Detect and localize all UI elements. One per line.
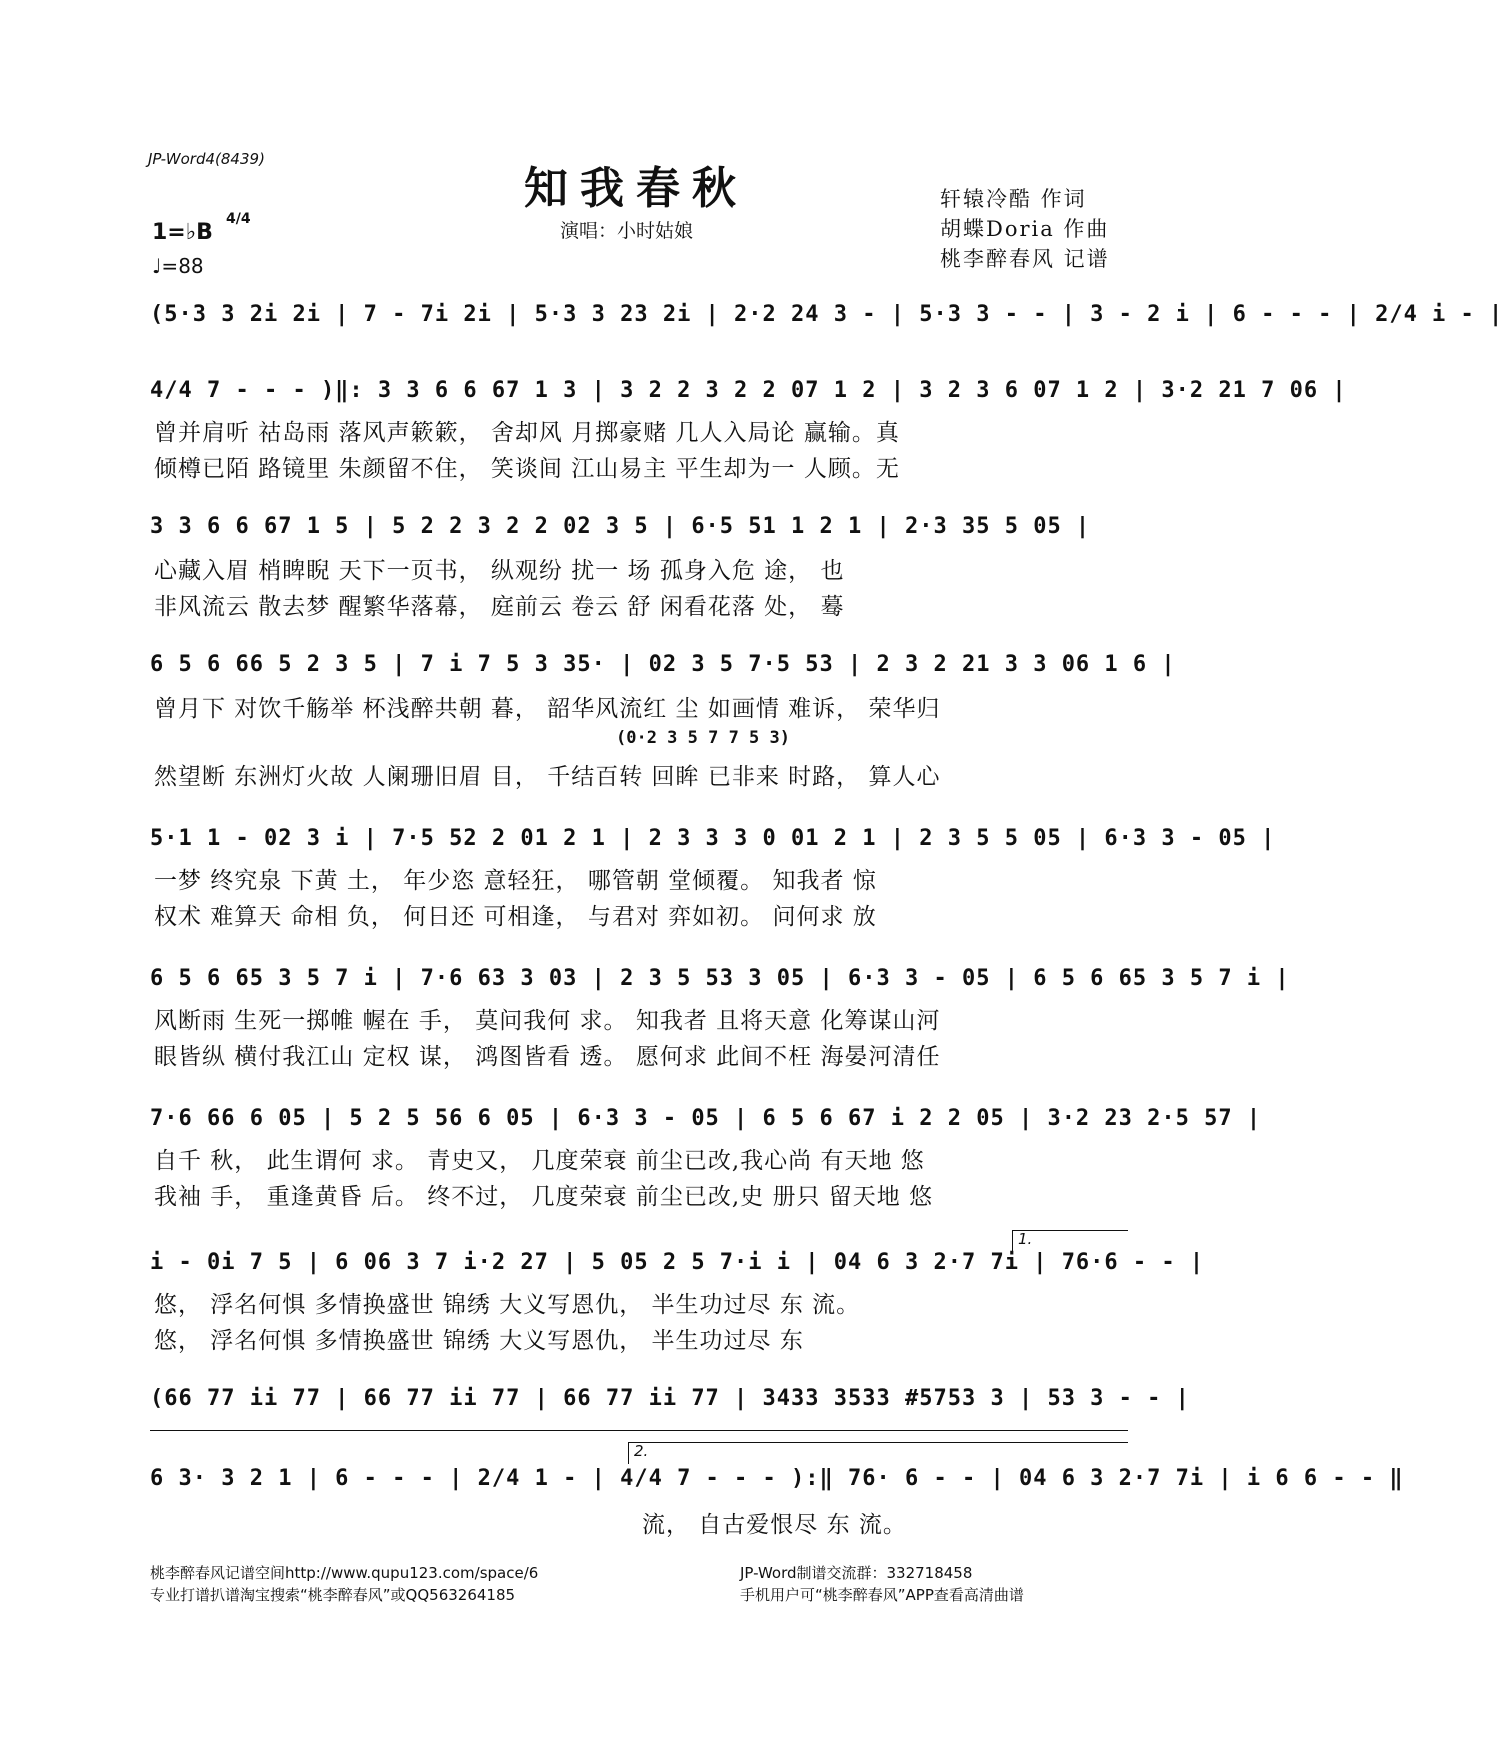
volta-label-1: 1. [1018,1230,1033,1248]
alternate-notation: (0·2 3 5 7 7 5 3) [616,728,790,748]
lyric-verse-1: 悠， 浮名何惧 多情换盛世 锦绣 大义写恩仇， 半生功过尽 东 流。 [154,1292,861,1318]
footer-right-1: JP-Word制谱交流群：332718458 [740,1564,973,1582]
volta-bracket-2-stem [628,1442,629,1464]
lyric-verse-1: 风断雨 生死一掷帷 幄在 手， 莫问我何 求。 知我者 且将天意 化筹谋山河 [154,1008,941,1034]
notation-line: 7·6 66 6 05 | 5 2 5 56 6 05 | 6·3 3 - 05 | 6 5 6 67 i 2 2 05 | 3·2 23 2·5 57 | [150,1106,1262,1131]
notation-line: 3 3 6 6 67 1 5 | 5 2 2 3 2 2 02 3 5 | 6·5 51 1 2 1 | 2·3 35 5 05 | [150,514,1091,539]
song-title: 知我春秋 [524,163,748,214]
lyric-verse-1: 曾月下 对饮千觞举 杯浅醉共朝 暮， 韶华风流红 尘 如画情 难诉， 荣华归 [154,696,941,722]
footer-right-2: 手机用户可“桃李醉春风”APP查看高清曲谱 [740,1586,1024,1604]
lyric-verse-2: 我袖 手， 重逢黄昏 后。 终不过， 几度荣衰 前尘已改,史 册只 留天地 悠 [154,1184,934,1210]
lyric-verse-1: 心藏入眉 梢睥睨 天下一页书， 纵观纷 扰一 场 孤身入危 途， 也 [154,558,845,584]
notation-line: (66 77 ii 77 | 66 77 ii 77 | 66 77 ii 77 | 3433 3533 #5753 3 | 53 3 - - | [150,1386,1190,1411]
lyric-verse-2: 非风流云 散去梦 醒繁华落幕， 庭前云 卷云 舒 闲看花落 处， 蓦 [154,594,845,620]
notation-line: 6 3· 3 2 1 | 6 - - - | 2/4 1 - | 4/4 7 - - - ):‖ 76· 6 - - | 04 6 3 2·7 7i | i 6 6 - - ‖ [150,1466,1404,1491]
volta-label-2: 2. [634,1442,649,1460]
lyric-verse-2: 权术 难算天 命相 负， 何日还 可相逢， 与君对 弈如初。 问何求 放 [154,904,877,930]
notation-line: i - 0i 7 5 | 6 06 3 7 i·2 27 | 5 05 2 5 7·i i | 04 6 3 2·7 7i | 76·6 - - | [150,1250,1205,1275]
notation-line: 6 5 6 66 5 2 3 5 | 7 i 7 5 3 35· | 02 3 5 7·5 53 | 2 3 2 21 3 3 06 1 6 | [150,652,1176,677]
lyric-verse-1: 一梦 终究泉 下黄 土， 年少恣 意轻狂， 哪管朝 堂倾覆。 知我者 惊 [154,868,877,894]
lyricist: 轩辕冷酷 作词 [940,187,1087,211]
notation-line: 4/4 7 - - - )‖: 3 3 6 6 67 1 3 | 3 2 2 3 2 2 07 1 2 | 3 2 3 6 07 1 2 | 3·2 21 7 06 | [150,378,1347,403]
lyric-verse-2: 然望断 东洲灯火故 人阑珊旧眉 目， 千结百转 回眸 已非来 时路， 算人心 [154,764,941,790]
transcriber: 桃李醉春风 记谱 [940,247,1110,271]
footer-left-2: 专业打谱扒谱淘宝搜索“桃李醉春风”或QQ563264185 [150,1586,516,1604]
performer: 演唱：小时姑娘 [560,220,694,242]
lyric-verse-1: 自千 秋， 此生谓何 求。 青史又， 几度荣衰 前尘已改,我心尚 有天地 悠 [154,1148,925,1174]
notation-line: 5·1 1 - 02 3 i | 7·5 52 2 01 2 1 | 2 3 3 3 0 01 2 1 | 2 3 5 5 05 | 6·3 3 - 05 | [150,826,1276,851]
volta-bracket-2 [628,1442,1128,1443]
staff-divider [150,1430,1128,1431]
notation-line: 6 5 6 65 3 5 7 i | 7·6 63 3 03 | 2 3 5 53 3 05 | 6·3 3 - 05 | 6 5 6 65 3 5 7 i | [150,966,1290,991]
lyric-verse-2: 眼皆纵 横付我江山 定权 谋， 鸿图皆看 透。 愿何求 此间不枉 海晏河清任 [154,1044,941,1070]
lyric-verse-2: 倾樽已陌 路镜里 朱颜留不住， 笑谈间 江山易主 平生却为一 人顾。无 [154,456,900,482]
lyric-verse-2: 悠， 浮名何惧 多情换盛世 锦绣 大义写恩仇， 半生功过尽 东 [154,1328,804,1354]
software-label: JP-Word4(8439) [148,150,265,168]
footer-left-1: 桃李醉春风记谱空间http://www.qupu123.com/space/6 [150,1564,539,1582]
key-signature: 1=♭B [152,220,213,245]
lyric-verse-1: 曾并肩听 祜岛雨 落风声簌簌， 舍却风 月掷豪赌 几人入局论 赢输。真 [154,420,900,446]
composer: 胡蝶Doria 作曲 [940,217,1110,241]
volta-bracket-1-stem [1012,1230,1013,1252]
tempo-marking: ♩=88 [152,254,204,278]
time-signature: 4/4 [226,211,251,227]
notation-line: (5·3 3 2i 2i | 7 - 7i 2i | 5·3 3 23 2i | 2·2 24 3 - | 5·3 3 - - | 3 - 2 i | 6 - - - | 2/4 i - | [150,302,1503,327]
lyric-verse-1: 流， 自古爱恨尽 东 流。 [642,1512,907,1538]
